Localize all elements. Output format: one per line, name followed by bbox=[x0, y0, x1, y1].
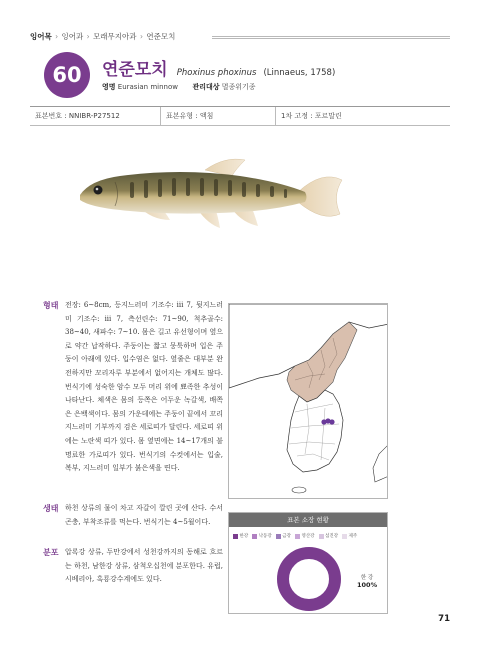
slice-label-name: 한 강 bbox=[360, 575, 374, 581]
slice-label-percent: 100% bbox=[357, 581, 378, 589]
legend-label: 한강 bbox=[239, 534, 249, 539]
legend-swatch bbox=[319, 534, 324, 539]
breadcrumb bbox=[30, 31, 175, 42]
legend-item bbox=[295, 531, 315, 541]
specimen-type: 표본유형 : 액침 bbox=[160, 107, 275, 125]
sample-point bbox=[329, 419, 334, 424]
legend-item bbox=[342, 531, 357, 541]
legend-item bbox=[252, 531, 272, 541]
legend-label: 금강 bbox=[282, 534, 291, 539]
legend-label: 영산강 bbox=[301, 534, 315, 539]
breadcrumb-item: 잉어과 bbox=[61, 32, 84, 41]
korean-name: 연준모치 bbox=[102, 60, 168, 80]
slice-label bbox=[357, 575, 377, 589]
species-number-badge: 60 bbox=[44, 52, 90, 98]
legend-swatch bbox=[252, 534, 257, 539]
species-title bbox=[102, 55, 335, 80]
header-rule bbox=[212, 36, 450, 39]
donut-slice bbox=[283, 553, 335, 605]
specimen-id: 표본번호 : NNIBR-P27512 bbox=[35, 112, 120, 120]
breadcrumb-item: 모래무지아과 bbox=[93, 32, 137, 41]
form-section bbox=[43, 299, 223, 476]
distribution-label: 분포 bbox=[43, 548, 59, 557]
legend-swatch bbox=[342, 534, 347, 539]
fish-photo bbox=[60, 150, 360, 245]
donut-chart bbox=[275, 545, 343, 613]
breadcrumb-separator: › bbox=[55, 32, 59, 41]
legend-label: 제주 bbox=[348, 534, 358, 539]
chart-legend bbox=[233, 531, 383, 541]
ecology-section bbox=[43, 502, 223, 529]
form-text: 전장: 6~8cm, 등지느러미 기조수: iii 7, 뒷지느러미 기조수: iii 7, 측선린수: 71~90, 척추골수: 38~40, 새파수: 7~10. 몸은 길고 유선형이며 옆으로 약간 납작하다. 주둥이는 짧고 뭉툭하며 입은 주둥이 아래에 있다. 입수염은 없다. 옆줄은 대부분 완전하지만 꼬리자루 부분에서 없어지는 개체도 많다. 번식기에 성숙한 암수 모두 머리 위에 뾰족한 추성이 나타난다. 체색은 몸의 등쪽은 어두운 녹갈색, 배쪽은 은백색이다. 몸의 가운데에는 주둥이 끝에서 꼬리지느러미 기부까지 검은 세로띠가 달린다. 세로띠 위에는 노란색 띠가 있다. 몸 옆면에는 14~17개의 불명료한 가로띠가 있다. 번식기의 수컷에서는 입술, 복부, 지느러미 일부가 붉은색을 띤다. bbox=[65, 301, 223, 473]
breadcrumb-item: 잉어목 bbox=[30, 32, 52, 41]
management-status: 멸종위기종 bbox=[221, 83, 256, 91]
legend-label: 낙동강 bbox=[258, 534, 272, 539]
distribution-section bbox=[43, 546, 223, 587]
ecology-text: 하천 상류의 물이 차고 자갈이 깔린 곳에 산다. 수서곤충, 부착조류를 먹는다. 번식기는 4~5월이다. bbox=[65, 504, 223, 526]
form-label: 형태 bbox=[43, 301, 59, 310]
legend-swatch bbox=[295, 534, 300, 539]
management-label: 관리대상 bbox=[192, 83, 220, 91]
scientific-name: Phoxinus phoxinus bbox=[176, 68, 257, 78]
breadcrumb-separator: › bbox=[86, 32, 90, 41]
legend-swatch bbox=[276, 534, 281, 539]
name-row bbox=[102, 82, 256, 92]
specimen-info-bar bbox=[30, 106, 450, 126]
specimen-fixation: 1차 고정 : 포르말린 bbox=[275, 107, 450, 125]
distribution-map bbox=[228, 303, 388, 499]
species-author: (Linnaeus, 1758) bbox=[263, 68, 336, 78]
english-name-label: 영명 bbox=[102, 83, 116, 91]
distribution-text: 압록강 상류, 두만강에서 성천강까지의 동해로 흐르는 하천, 남한강 상류, 삼척오십천에 분포한다. 유럽, 시베리아, 흑룡강수계에도 있다. bbox=[65, 548, 223, 584]
ecology-label: 생태 bbox=[43, 504, 59, 513]
legend-item bbox=[319, 531, 339, 541]
breadcrumb-separator: › bbox=[139, 32, 143, 41]
legend-item bbox=[276, 531, 291, 541]
english-name: Eurasian minnow bbox=[117, 83, 178, 91]
legend-item bbox=[233, 531, 248, 541]
legend-label: 섬진강 bbox=[325, 534, 339, 539]
legend-swatch bbox=[233, 534, 238, 539]
chart-title: 표본 소장 현황 bbox=[229, 513, 387, 527]
collection-chart bbox=[228, 512, 388, 614]
breadcrumb-item: 연준모치 bbox=[146, 32, 176, 41]
page-number: 71 bbox=[438, 614, 450, 624]
